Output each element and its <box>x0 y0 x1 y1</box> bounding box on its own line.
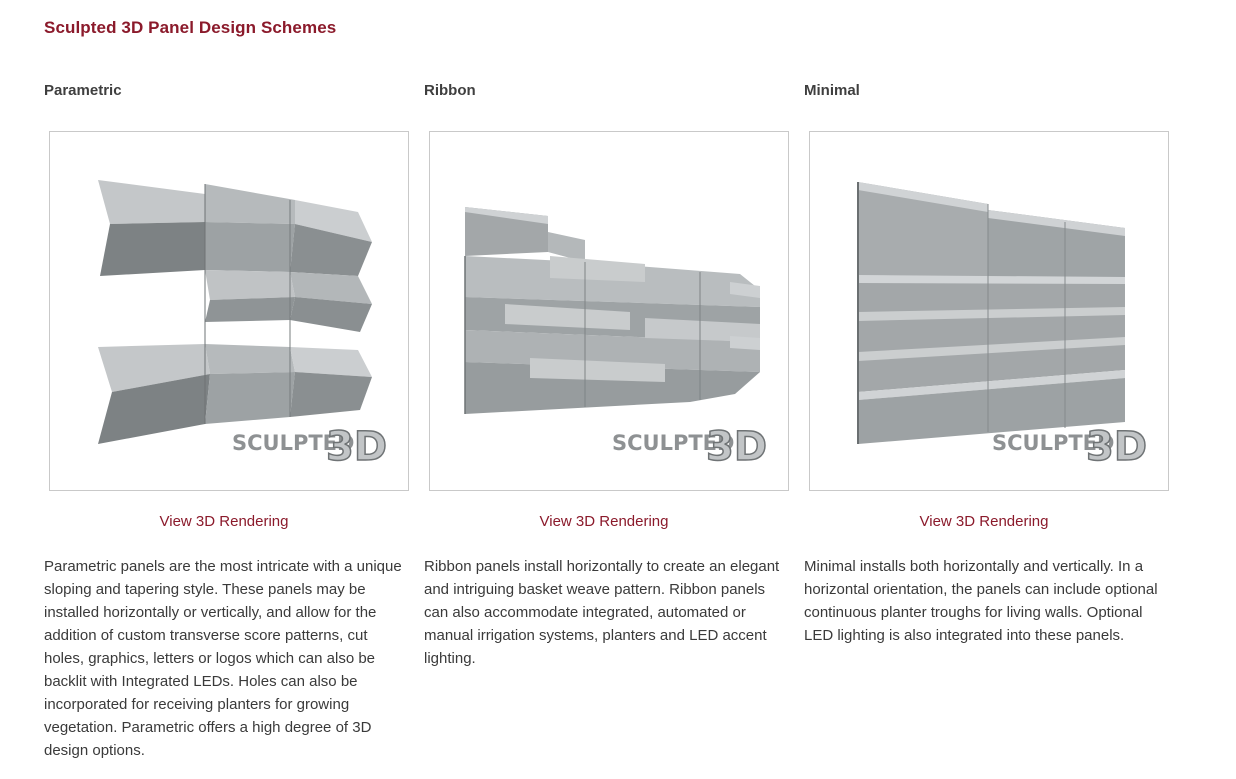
sculpted3d-logo <box>230 422 400 470</box>
page-title: Sculpted 3D Panel Design Schemes <box>44 18 337 37</box>
svg-text:3D: 3D <box>326 424 388 470</box>
sculpted3d-logo <box>610 422 780 470</box>
minimal-panel-image[interactable] <box>809 131 1169 491</box>
scheme-parametric <box>44 82 410 759</box>
svg-text:SCULPTED: SCULPTED <box>992 431 1115 455</box>
svg-text:SCULPTED: SCULPTED <box>232 431 355 455</box>
sculpted3d-logo <box>990 422 1160 470</box>
view-3d-rendering-link[interactable]: View 3D Rendering <box>919 513 1049 530</box>
scheme-title: Ribbon <box>424 82 476 99</box>
scheme-minimal <box>804 82 1170 644</box>
view-3d-rendering-link[interactable]: View 3D Rendering <box>159 513 289 530</box>
view-3d-rendering-link[interactable]: View 3D Rendering <box>539 513 669 530</box>
svg-text:3D: 3D <box>706 424 768 470</box>
parametric-panel-image[interactable] <box>49 131 409 491</box>
scheme-ribbon <box>424 82 790 667</box>
scheme-description: Minimal installs both horizontally and vertically. In a horizontal orientation, the panels can include optional continuous planter troughs for living walls. Optional LED lighting is also integrated into these panels. <box>804 558 1158 644</box>
scheme-description: Parametric panels are the most intricate with a unique sloping and tapering style. These panels may be installed horizontally or vertically, and allow for the addition of custom transverse score patterns, cut holes, graphics, letters or logos which can also be backlit with Integrated LEDs. Holes can also be incorporated for receiving planters for growing vegetation. Parametric offers a high degree of 3D design options. <box>44 558 402 759</box>
scheme-description: Ribbon panels install horizontally to create an elegant and intriguing basket weave pattern. Ribbon panels can also accommodate integrated, automated or manual irrigation systems, planters and LED accent lighting. <box>424 558 780 667</box>
svg-text:3D: 3D <box>1086 424 1148 470</box>
ribbon-panel-image[interactable] <box>429 131 789 491</box>
scheme-title: Minimal <box>804 82 860 99</box>
scheme-title: Parametric <box>44 82 122 99</box>
svg-text:SCULPTED: SCULPTED <box>612 431 735 455</box>
